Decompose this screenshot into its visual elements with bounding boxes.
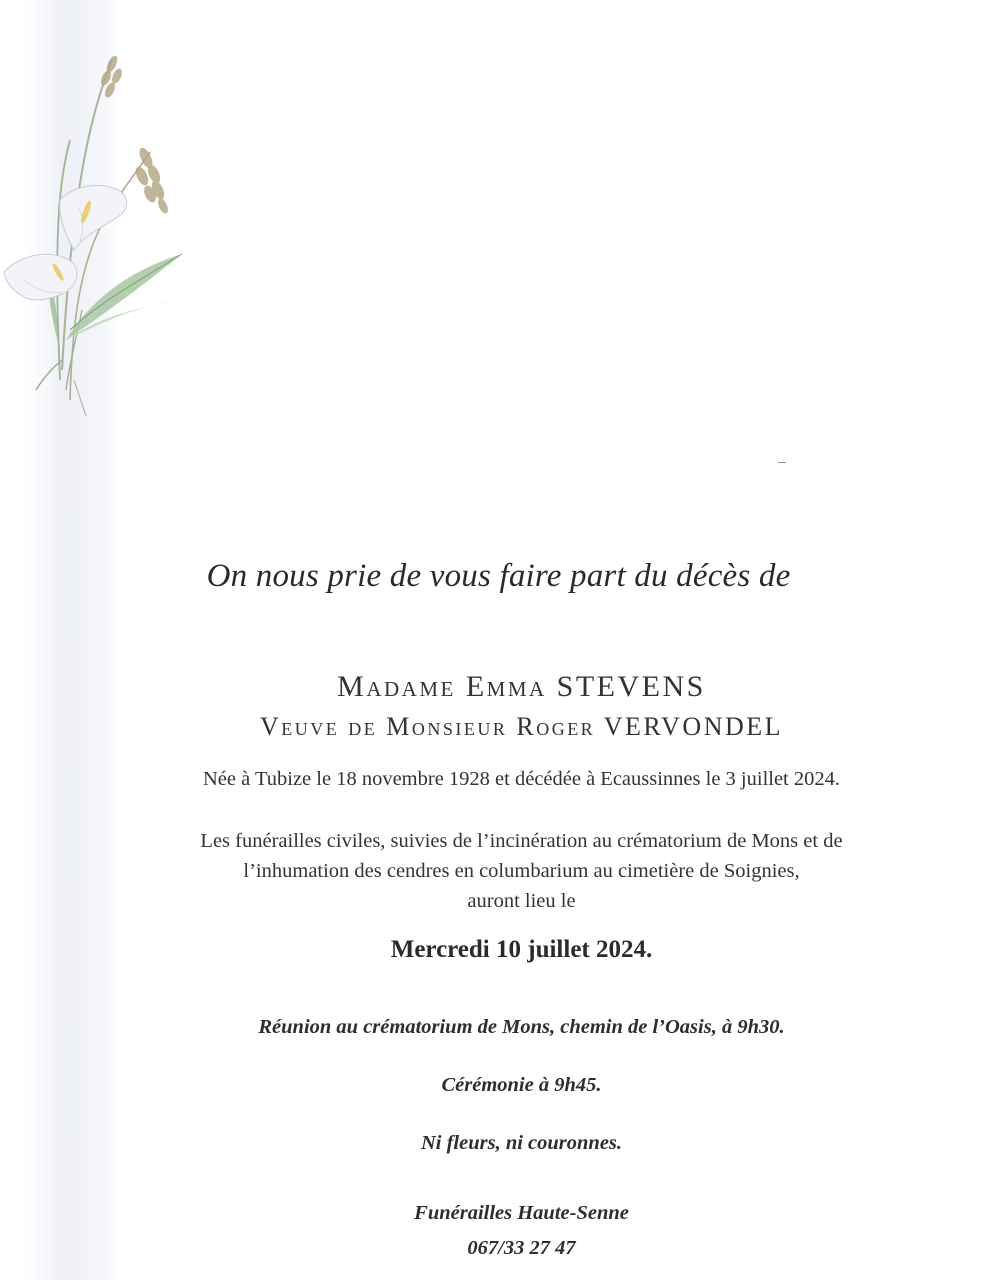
ceremony-time: Cérémonie à 9h45. (441, 1074, 602, 1096)
deceased-name: Madame Emma STEVENS (337, 670, 706, 703)
funeral-home-name: Funérailles Haute-Senne (414, 1202, 629, 1224)
widow-of-line: Veuve de Monsieur Roger VERVONDEL (259, 712, 784, 741)
funeral-line-2: l’inhumation des cendres en columbarium au cimetière de Soignies, (243, 860, 800, 882)
funeral-line-1: Les funérailles civiles, suivies de l’incinération au crématorium de Mons et de (200, 830, 843, 852)
birth-death-line: Née à Tubize le 18 novembre 1928 et décédée à Ecaussinnes le 3 juillet 2024. (202, 768, 841, 790)
announcement-intro: On nous prie de vous faire part du décès de (206, 558, 791, 594)
funeral-date: Mercredi 10 juillet 2024. (390, 936, 653, 963)
paper-speck (778, 462, 786, 463)
funeral-home-phone: 067/33 27 47 (467, 1237, 576, 1259)
calla-lily-wheat-illustration (0, 40, 200, 420)
funeral-arrangements (0, 826, 997, 916)
meeting-details: Réunion au crématorium de Mons, chemin de l’Oasis, à 9h30. (258, 1016, 785, 1038)
no-flowers-notice: Ni fleurs, ni couronnes. (420, 1132, 623, 1154)
funeral-line-3: auront lieu le (467, 890, 576, 912)
